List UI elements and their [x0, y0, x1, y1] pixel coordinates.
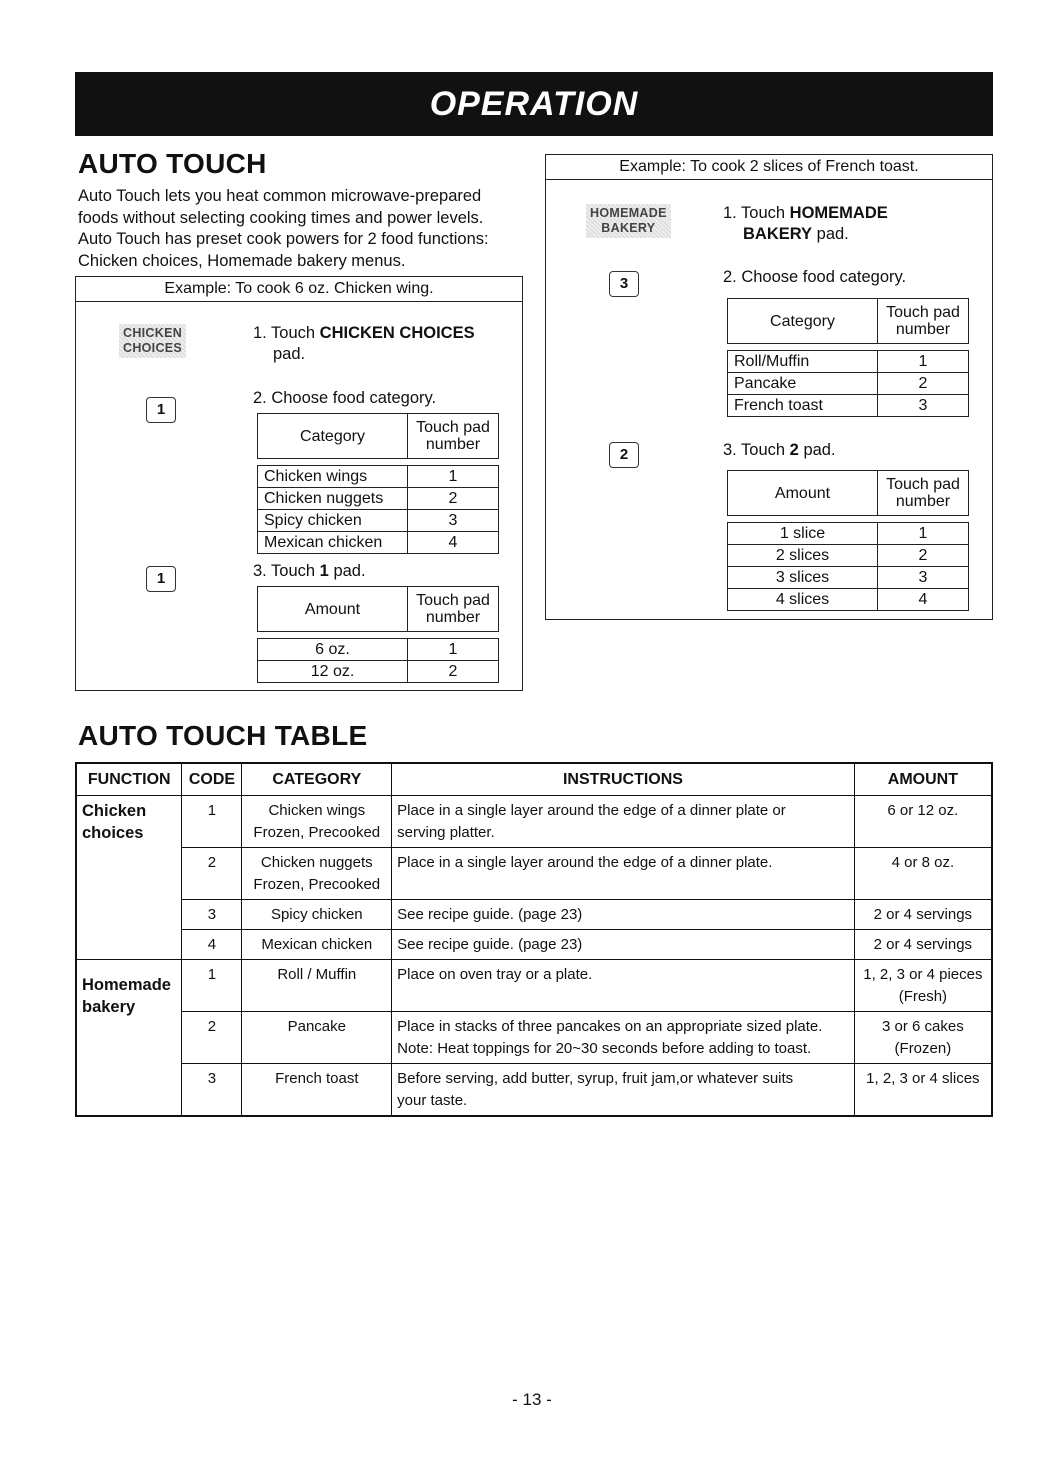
table-row: [728, 395, 969, 417]
function-label: bakery: [82, 998, 136, 1016]
step-3: [253, 561, 366, 582]
category-cell: [242, 848, 392, 900]
column-header: AMOUNT: [854, 763, 992, 796]
step-1: [253, 323, 475, 365]
table-cell: 3: [878, 395, 969, 417]
table-cell: 1: [878, 523, 969, 545]
category-table: [727, 298, 969, 417]
table-cell: Roll/Muffin: [728, 351, 878, 373]
chicken-choices-pad-icon: [119, 324, 186, 358]
table-cell: 1: [408, 466, 499, 488]
category-cell: Pancake: [242, 1012, 392, 1064]
table-row: [76, 900, 992, 930]
amount-text: (Frozen): [894, 1040, 952, 1057]
step-bold-text: BAKERY: [743, 225, 813, 243]
table-row: [76, 1012, 992, 1064]
category-table: [257, 413, 499, 554]
table-row: [728, 545, 969, 567]
intro-line: Auto Touch lets you heat common microwave-prepared: [78, 187, 482, 205]
number-key-icon: 1: [146, 397, 176, 423]
spacer: [728, 344, 969, 351]
category-cell: Mexican chicken: [242, 930, 392, 960]
amount-cell: 4 or 8 oz.: [854, 848, 992, 900]
table-row: [76, 796, 992, 848]
step-text: pad.: [328, 562, 366, 580]
table-row: [76, 848, 992, 900]
table-header: [878, 471, 969, 516]
step-text: 3. Touch: [723, 441, 790, 459]
table-cell: French toast: [728, 395, 878, 417]
instructions-cell: [392, 1064, 855, 1117]
number-key-icon: 1: [146, 566, 176, 592]
amount-table: [257, 586, 499, 683]
column-header: CODE: [182, 763, 242, 796]
category-cell: [242, 796, 392, 848]
instructions-cell: See recipe guide. (page 23): [392, 900, 855, 930]
table-cell: 2: [878, 545, 969, 567]
table-cell: 4 slices: [728, 589, 878, 611]
category-text: Chicken wings: [268, 802, 366, 819]
step-text: pad.: [812, 225, 849, 243]
step-text: pad.: [273, 345, 306, 363]
header-line: number: [425, 436, 481, 453]
table-cell: 1: [408, 639, 499, 661]
table-cell: 6 oz.: [258, 639, 408, 661]
table-header: Category: [258, 414, 408, 459]
amount-text: 3 or 6 cakes: [882, 1018, 964, 1035]
table-row: [258, 510, 499, 532]
step-text: 1. Touch: [253, 324, 320, 342]
table-header: Amount: [258, 587, 408, 632]
amount-text: (Fresh): [898, 988, 948, 1005]
pad-label: CHOICES: [123, 341, 183, 355]
step-1: [723, 203, 888, 245]
table-header: Category: [728, 299, 878, 344]
amount-cell: 1, 2, 3 or 4 slices: [854, 1064, 992, 1117]
function-cell: [76, 796, 182, 960]
intro-text: [78, 186, 528, 272]
category-cell: Spicy chicken: [242, 900, 392, 930]
code-cell: 3: [182, 900, 242, 930]
step-bold-text: CHICKEN CHOICES: [319, 324, 475, 342]
intro-line: Auto Touch has preset cook powers for 2 food functions:: [78, 230, 489, 248]
amount-text: 1, 2, 3 or 4 pieces: [863, 966, 983, 983]
amount-table: [727, 470, 969, 611]
code-cell: 4: [182, 930, 242, 960]
step-3: [723, 440, 836, 461]
table-cell: 2: [878, 373, 969, 395]
amount-cell: 2 or 4 servings: [854, 900, 992, 930]
step-text: 1. Touch: [723, 204, 790, 222]
amount-cell: [854, 1012, 992, 1064]
table-row: [728, 567, 969, 589]
code-cell: 1: [182, 796, 242, 848]
code-cell: 2: [182, 1012, 242, 1064]
instructions-cell: Place on oven tray or a plate.: [392, 960, 855, 1012]
header-line: Touch pad: [416, 592, 490, 609]
spacer: [258, 632, 499, 639]
step-bold-text: 1: [319, 562, 329, 580]
table-header: [878, 299, 969, 344]
instructions-cell: See recipe guide. (page 23): [392, 930, 855, 960]
intro-line: foods without selecting cooking times and power levels.: [78, 208, 484, 227]
pad-label: BAKERY: [601, 221, 656, 235]
step-2: 2. Choose food category.: [723, 268, 907, 286]
step-text: pad.: [798, 441, 836, 459]
table-row: [258, 488, 499, 510]
function-label: choices: [82, 824, 144, 842]
instructions-text: your taste.: [397, 1092, 468, 1109]
table-cell: 1 slice: [728, 523, 878, 545]
table-cell: 4: [408, 532, 499, 554]
table-row: [258, 466, 499, 488]
table-row: [76, 1064, 992, 1117]
table-cell: 3: [408, 510, 499, 532]
code-cell: 2: [182, 848, 242, 900]
table-header: [408, 414, 499, 459]
homemade-bakery-pad-icon: [586, 204, 671, 238]
header-line: Touch pad: [886, 304, 960, 321]
page-number: - 13 -: [512, 1390, 552, 1409]
instructions-cell: [392, 1012, 855, 1064]
function-label: Homemade: [82, 976, 171, 994]
header-line: number: [895, 321, 951, 338]
table-header: Amount: [728, 471, 878, 516]
instructions-cell: [392, 796, 855, 848]
instructions-text: Place in stacks of three pancakes on an appropriate sized plate.: [397, 1018, 823, 1035]
table-row: [76, 960, 992, 1012]
column-header: CATEGORY: [242, 763, 392, 796]
example-header: Example: To cook 2 slices of French toast.: [546, 155, 992, 180]
page-banner: OPERATION: [75, 72, 993, 136]
intro-line: Chicken choices, Homemade bakery menus.: [78, 251, 406, 270]
table-cell: 2: [408, 661, 499, 683]
step-bold-text: HOMEMADE: [789, 204, 888, 222]
auto-touch-table: [75, 762, 993, 1117]
amount-cell: 2 or 4 servings: [854, 930, 992, 960]
number-key-icon: 3: [609, 271, 639, 297]
table-cell: 4: [878, 589, 969, 611]
table-header-row: [76, 763, 992, 796]
table-cell: 2 slices: [728, 545, 878, 567]
code-cell: 3: [182, 1064, 242, 1117]
header-line: Touch pad: [886, 476, 960, 493]
number-key-icon: 2: [609, 442, 639, 468]
section-title-auto-touch: AUTO TOUCH: [78, 148, 267, 179]
table-row: [728, 523, 969, 545]
header-line: number: [895, 493, 951, 510]
spacer: [728, 516, 969, 523]
table-cell: 2: [408, 488, 499, 510]
amount-cell: 6 or 12 oz.: [854, 796, 992, 848]
step-bold-text: 2: [789, 441, 799, 459]
table-cell: Pancake: [728, 373, 878, 395]
code-cell: 1: [182, 960, 242, 1012]
table-row: [258, 661, 499, 683]
pad-label: CHICKEN: [123, 326, 183, 340]
column-header: FUNCTION: [76, 763, 182, 796]
spacer: [258, 459, 499, 466]
section-title-auto-touch-table: AUTO TOUCH TABLE: [78, 720, 368, 751]
table-row: [728, 373, 969, 395]
table-cell: Chicken nuggets: [258, 488, 408, 510]
category-cell: French toast: [242, 1064, 392, 1117]
table-cell: 12 oz.: [258, 661, 408, 683]
header-line: Touch pad: [416, 419, 490, 436]
instructions-text: serving platter.: [397, 824, 495, 841]
table-cell: 3 slices: [728, 567, 878, 589]
table-row: [728, 589, 969, 611]
amount-cell: [854, 960, 992, 1012]
step-2: 2. Choose food category.: [253, 389, 437, 407]
column-header: INSTRUCTIONS: [392, 763, 855, 796]
header-line: number: [425, 609, 481, 626]
category-text: Chicken nuggets: [260, 854, 373, 871]
table-cell: 1: [878, 351, 969, 373]
category-cell: Roll / Muffin: [242, 960, 392, 1012]
table-header: [408, 587, 499, 632]
function-label: Chicken: [82, 802, 147, 820]
table-row: [258, 639, 499, 661]
example-header: Example: To cook 6 oz. Chicken wing.: [76, 277, 522, 302]
instructions-text: Place in a single layer around the edge of a dinner plate or: [397, 802, 786, 819]
table-cell: Chicken wings: [258, 466, 408, 488]
table-cell: 3: [878, 567, 969, 589]
table-cell: Spicy chicken: [258, 510, 408, 532]
table-row: [76, 930, 992, 960]
table-row: [258, 532, 499, 554]
function-cell: [76, 960, 182, 1117]
instructions-text: Before serving, add butter, syrup, fruit jam,or whatever suits: [397, 1070, 794, 1087]
step-text: 3. Touch: [253, 562, 320, 580]
pad-label: HOMEMADE: [590, 206, 667, 220]
instructions-text: Note: Heat toppings for 20~30 seconds before adding to toast.: [397, 1040, 812, 1057]
category-text: Frozen, Precooked: [253, 824, 381, 841]
category-text: Frozen, Precooked: [253, 876, 381, 893]
table-cell: Mexican chicken: [258, 532, 408, 554]
table-row: [728, 351, 969, 373]
instructions-cell: Place in a single layer around the edge of a dinner plate.: [392, 848, 855, 900]
